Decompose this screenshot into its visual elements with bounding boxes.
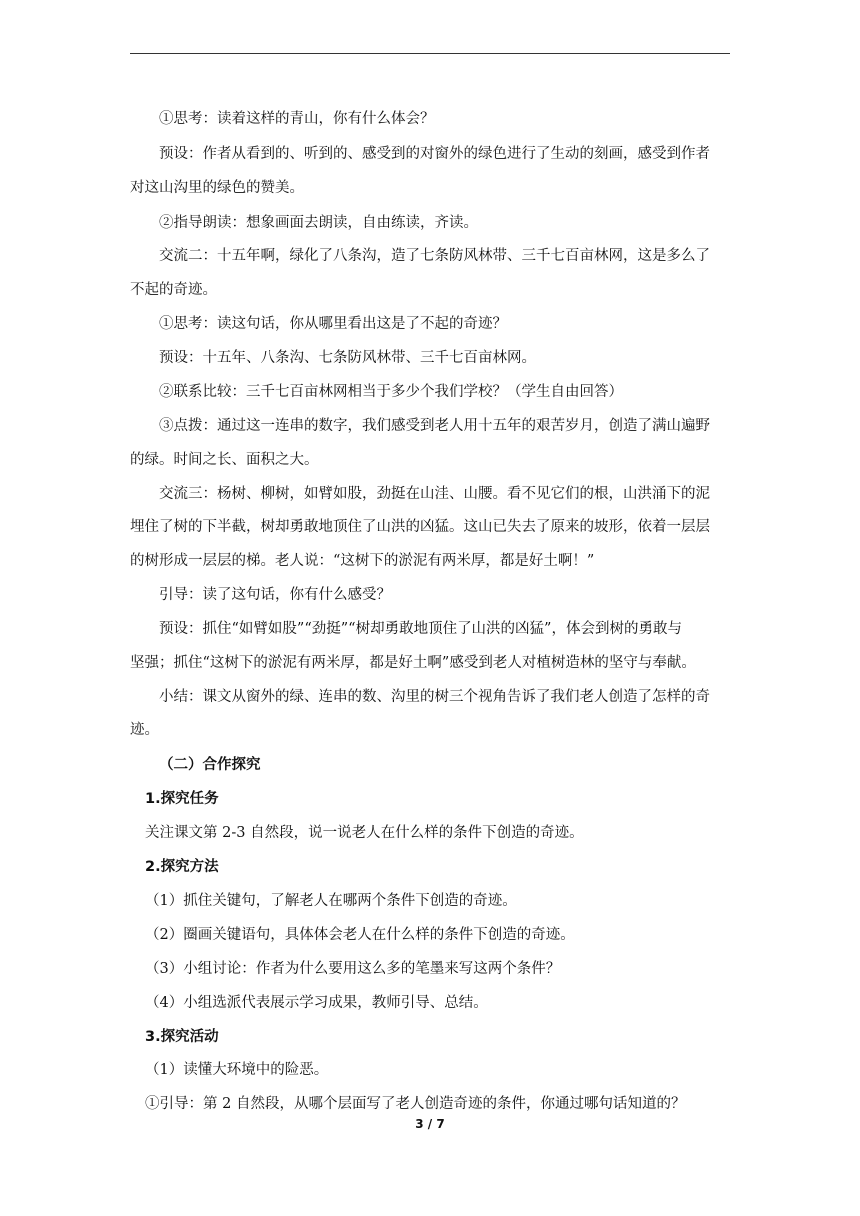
text-line: 引导：读了这句话，你有什么感受？: [159, 587, 391, 603]
text-line: 对这山沟里的绿色的赞美。: [130, 180, 304, 196]
text-line: ②联系比较：三千七百亩林网相当于多少个我们学校？（学生自由回答）: [159, 384, 623, 400]
text-line: 交流二：十五年啊，绿化了八条沟，造了七条防风林带、三千七百亩林网，这是多么了: [159, 248, 710, 264]
text-line: 预设：作者从看到的、听到的、感受到的对窗外的绿色进行了生动的刻画，感受到作者: [159, 146, 710, 162]
list-item: （3）小组讨论：作者为什么要用这么多的笔墨来写这两个条件？: [145, 961, 561, 977]
text-line: ①引导：第 2 自然段，从哪个层面写了老人创造奇迹的条件，你通过哪句话知道的？: [145, 1096, 686, 1112]
text-line: ②指导朗读：想象画面去朗读，自由练读，齐读。: [159, 215, 478, 231]
subsection-heading: 1.探究任务: [145, 791, 219, 807]
list-item: （1）抓住关键句，了解老人在哪两个条件下创造的奇迹。: [145, 893, 517, 909]
text-line: 的树形成一层层的梯。老人说：“这树下的淤泥有两米厚，都是好土啊！”: [130, 553, 595, 569]
header-rule: [130, 53, 730, 54]
text-line: 关注课文第 2-3 自然段，说一说老人在什么样的条件下创造的奇迹。: [145, 825, 584, 841]
section-heading: （二）合作探究: [159, 757, 261, 773]
subsection-heading: 2.探究方法: [145, 859, 219, 875]
page-number: 3 / 7: [415, 1117, 445, 1131]
text-line: 埋住了树的下半截，树却勇敢地顶住了山洪的凶猛。这山已失去了原来的坡形，依着一层层: [130, 519, 710, 535]
text-line: 预设：十五年、八条沟、七条防风林带、三千七百亩林网。: [159, 350, 536, 366]
text-line: 预设：抓住“如臂如股”“劲挺”“树却勇敢地顶住了山洪的凶猛”，体会到树的勇敢与: [159, 621, 682, 637]
text-line: 迹。: [130, 722, 159, 738]
list-item: （1）读懂大环境中的险恶。: [145, 1062, 329, 1078]
subsection-heading: 3.探究活动: [145, 1029, 219, 1045]
text-line: 的绿。时间之长、面积之大。: [130, 452, 319, 468]
text-line: 坚强；抓住“这树下的淤泥有两米厚，都是好土啊”感受到老人对植树造林的坚守与奉献。: [130, 655, 696, 671]
text-line: ③点拨：通过这一连串的数字，我们感受到老人用十五年的艰苦岁月，创造了满山遍野: [159, 418, 710, 434]
text-line: ①思考：读这句话，你从哪里看出这是了不起的奇迹？: [159, 316, 507, 332]
list-item: （2）圈画关键语句，具体体会老人在什么样的条件下创造的奇迹。: [145, 927, 575, 943]
text-line: ①思考：读着这样的青山，你有什么体会？: [159, 111, 435, 127]
list-item: （4）小组选派代表展示学习成果，教师引导、总结。: [145, 995, 488, 1011]
text-line: 不起的奇迹。: [130, 282, 217, 298]
text-line: 交流三：杨树、柳树，如臂如股，劲挺在山洼、山腰。看不见它们的根，山洪涌下的泥: [159, 486, 710, 502]
text-line: 小结：课文从窗外的绿、连串的数、沟里的树三个视角告诉了我们老人创造了怎样的奇: [159, 689, 710, 705]
